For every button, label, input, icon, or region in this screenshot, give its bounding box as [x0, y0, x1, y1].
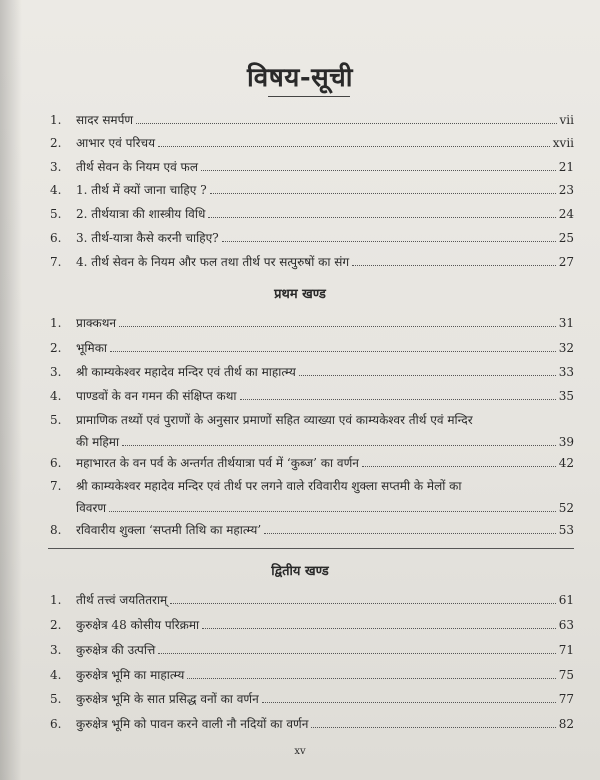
- entry-number: 6.: [50, 456, 62, 470]
- leader-dots: [122, 444, 556, 446]
- leader-dots: [240, 398, 556, 400]
- entry-title-line-2: विवरण: [76, 501, 107, 515]
- entry-page: xvii: [552, 136, 574, 150]
- entry-page: 27: [558, 255, 574, 269]
- entry-title: पाण्डवों के वन गमन की संक्षिप्त कथा: [76, 389, 237, 403]
- entry-number: 3.: [50, 643, 62, 657]
- leader-dots: [202, 627, 556, 629]
- section-divider: [48, 548, 574, 549]
- entry-title: 1. तीर्थ में क्यों जाना चाहिए ?: [76, 183, 207, 197]
- entry-title: कुरुक्षेत्र 48 कोसीय परिक्रमा: [76, 618, 200, 632]
- entry-title-line-1: प्रामाणिक तथ्यों एवं पुराणों के अनुसार प्रमाणों सहित व्याख्या एवं काम्यकेश्वर तीर्थ एवं मन्दिर: [76, 413, 473, 427]
- leader-dots: [119, 325, 556, 327]
- entry-title: कुरुक्षेत्र भूमि का माहात्म्य: [76, 668, 185, 682]
- leader-dots: [352, 264, 556, 266]
- section-heading-1: प्रथम खण्ड: [274, 287, 326, 302]
- toc-entry: [50, 479, 574, 515]
- entry-page: 32: [558, 341, 574, 355]
- entry-title-line-1: श्री काम्यकेश्वर महादेव मन्दिर एवं तीर्थ पर लगने वाले रविवारीय शुक्ला सप्तमी के मेलों का: [76, 479, 462, 493]
- entry-page: 23: [558, 183, 574, 197]
- entry-title: महाभारत के वन पर्व के अन्तर्गत तीर्थयात्रा पर्व में ‘कुब्ज’ का वर्णन: [76, 456, 359, 470]
- title-underline: [268, 96, 350, 97]
- entry-page: 39: [558, 435, 574, 449]
- entry-number: 4.: [50, 183, 62, 197]
- entry-title-line-2: की महिमा: [76, 435, 120, 449]
- entry-page: vii: [559, 113, 574, 127]
- entry-title: 4. तीर्थ सेवन के नियम और फल तथा तीर्थ पर सत्पुरुषों का संग: [76, 255, 350, 269]
- entry-number: 4.: [50, 389, 62, 403]
- entry-number: 2.: [50, 618, 62, 632]
- leader-dots: [201, 169, 556, 171]
- entry-number: 1.: [50, 113, 62, 127]
- entry-number: 7.: [50, 479, 62, 493]
- leader-dots: [311, 726, 555, 728]
- leader-dots: [210, 192, 556, 194]
- entry-page: 24: [558, 207, 574, 221]
- entry-page: 63: [558, 618, 574, 632]
- entry-title: कुरुक्षेत्र भूमि के सात प्रसिद्ध वनों का वर्णन: [76, 692, 259, 706]
- entry-page: 53: [558, 523, 574, 537]
- entry-title: सादर समर्पण: [76, 113, 134, 127]
- leader-dots: [109, 510, 556, 512]
- entry-number: 1.: [50, 316, 62, 330]
- entry-title: कुरुक्षेत्र की उत्पत्ति: [76, 643, 156, 657]
- entry-number: 2.: [50, 136, 62, 150]
- entry-title: कुरुक्षेत्र भूमि को पावन करने वाली नौ नदियों का वर्णन: [76, 717, 309, 731]
- leader-dots: [208, 216, 555, 218]
- leader-dots: [222, 240, 556, 242]
- leader-dots: [264, 532, 556, 534]
- entry-title: तीर्थ तत्त्वं जयतितराम्: [76, 593, 168, 607]
- entry-title: 3. तीर्थ-यात्रा कैसे करनी चाहिए?: [76, 231, 219, 245]
- entry-page: 77: [558, 692, 574, 706]
- entry-page: 31: [558, 316, 574, 330]
- entry-number: 7.: [50, 255, 62, 269]
- leader-dots: [262, 701, 556, 703]
- entry-page: 33: [558, 365, 574, 379]
- entry-page: 61: [558, 593, 574, 607]
- entry-page: 52: [558, 501, 574, 515]
- leader-dots: [158, 652, 555, 654]
- leader-dots: [136, 122, 556, 124]
- entry-number: 4.: [50, 668, 62, 682]
- page-gutter-shadow: [0, 0, 22, 780]
- entry-number: 2.: [50, 341, 62, 355]
- entry-page: 75: [558, 668, 574, 682]
- section-heading-2: द्वितीय खण्ड: [271, 564, 329, 579]
- leader-dots: [110, 350, 556, 352]
- entry-number: 5.: [50, 692, 62, 706]
- page-number: xv: [294, 746, 306, 757]
- entry-title: श्री काम्यकेश्वर महादेव मन्दिर एवं तीर्थ का माहात्म्य: [76, 365, 296, 379]
- entry-page: 21: [558, 160, 574, 174]
- leader-dots: [299, 374, 556, 376]
- entry-title: भूमिका: [76, 341, 108, 355]
- toc-entry: [50, 413, 574, 449]
- leader-dots: [187, 677, 555, 679]
- entry-title: 2. तीर्थयात्रा की शास्त्रीय विधि: [76, 207, 206, 221]
- entry-page: 71: [558, 643, 574, 657]
- entry-title: आभार एवं परिचय: [76, 136, 156, 150]
- entry-page: 35: [558, 389, 574, 403]
- entry-number: 5.: [50, 207, 62, 221]
- entry-title: तीर्थ सेवन के नियम एवं फल: [76, 160, 198, 174]
- entry-number: 3.: [50, 160, 62, 174]
- entry-title: रविवारीय शुक्ला ‘सप्तमी तिथि का महात्म्य’: [76, 523, 262, 537]
- leader-dots: [170, 602, 555, 604]
- entry-number: 5.: [50, 413, 62, 427]
- entry-number: 1.: [50, 593, 62, 607]
- entry-number: 6.: [50, 717, 62, 731]
- entry-number: 3.: [50, 365, 62, 379]
- entry-number: 8.: [50, 523, 62, 537]
- page-title: विषय-सूची: [247, 63, 353, 93]
- entry-page: 25: [558, 231, 574, 245]
- leader-dots: [362, 465, 556, 467]
- entry-page: 42: [558, 456, 574, 470]
- entry-title: प्राक्कथन: [76, 316, 117, 330]
- entry-page: 82: [558, 717, 574, 731]
- entry-number: 6.: [50, 231, 62, 245]
- leader-dots: [158, 145, 550, 147]
